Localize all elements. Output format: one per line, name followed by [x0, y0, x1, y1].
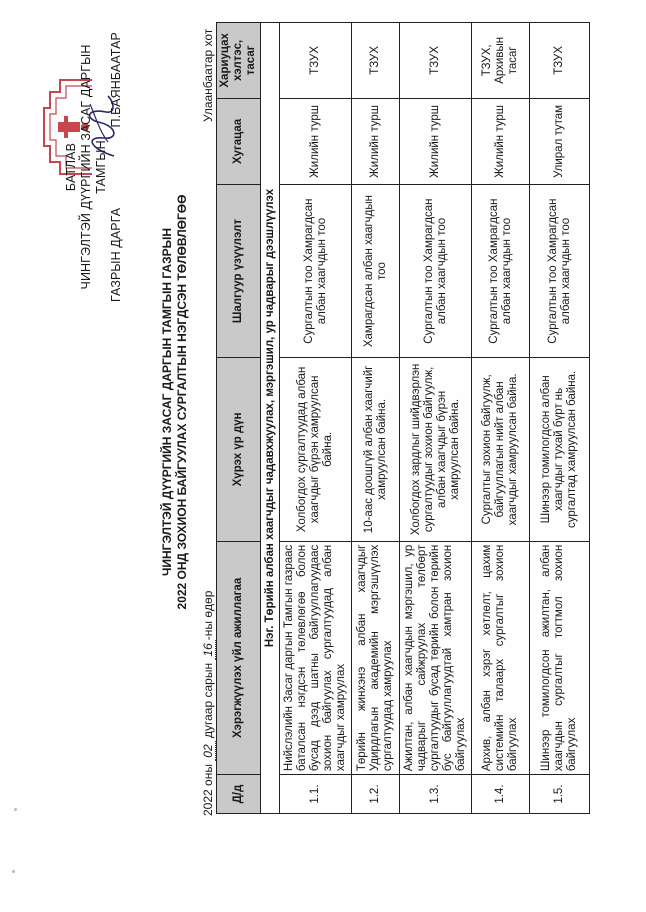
row-period: Жилийн турш [352, 98, 400, 184]
row-dept: ТЗУХ [352, 23, 400, 99]
city-label: Улаанбаатар хот [201, 28, 215, 122]
title-line1: ЧИНГЭЛТЭЙ ДҮҮРГИЙН ЗАСАГ ДАРГЫН ТАМГЫН ГАЗРЫН [160, 227, 174, 577]
row-dept: ТЗУХ [530, 23, 590, 99]
row-dept: ТЗУХ [400, 23, 472, 99]
row-criteria: Сургалтын тоо Хамрагдсан албан хаагчдын тоо [400, 185, 472, 358]
section-title: Нэг. Төрийн албан хаагчдыг чадавхжуулах, мэргэшил, ур чадварыг дээшлүүлэх [261, 23, 280, 814]
approval-position: ГАЗРЫН ДАРГА [109, 207, 123, 302]
header-num: Д/д [217, 775, 261, 814]
row-num: 1.2. [352, 775, 400, 814]
table-header-row [217, 23, 261, 814]
row-activity: Шинээр томилогдсон ажилтан, албан хаагчдын сургалтыг тогтмол зохион байгуулах [530, 541, 590, 774]
date-prefix: 2022 оны [201, 764, 215, 816]
table-row [472, 23, 530, 814]
scan-speck [14, 808, 17, 811]
document-title [160, 122, 190, 682]
row-activity: Нийслэлийн Засаг даргын Тамгын газраас баталсан нэгдсэн төлөвлөгөө болон бусад дээд шатны байгууллагуудаас зохион байгуулах сургалтуудад албан хаагчдыг хамруулах [280, 541, 352, 774]
row-num: 1.3. [400, 775, 472, 814]
table-row [400, 23, 472, 814]
approval-title: БАТЛАВ [64, 142, 78, 192]
row-criteria: Сургалтын тоо Хамрагдсан албан хаагчдын тоо [280, 185, 352, 358]
row-period: Жилийн турш [280, 98, 352, 184]
approval-line2 [109, 32, 124, 302]
training-plan-table [216, 22, 590, 814]
header-criteria: Шалгуур үзүүлэлт [217, 185, 261, 358]
row-period: Улирал тутам [530, 98, 590, 184]
header-period: Хугацаа [217, 98, 261, 184]
row-criteria: Хамрагдсан албан хаагчдын тоо [352, 185, 400, 358]
header-dept: Хариуцах хэлтэс, тасаг [217, 23, 261, 99]
row-result: Сургалтыг зохион байгуулж, байгууллагын нийт албан хаагчдыг хамруулсан байна. [472, 358, 530, 542]
row-activity: Төрийн жинхэнэ албан хаагчдыг Удирдлагын академийн мэргэшүүлэх сургалтуудад хамруулах [352, 541, 400, 774]
approval-line1: ЧИНГЭЛТЭЙ ДҮҮРГИЙН ЗАСАГ ДАРГЫН ТАМГЫН [79, 44, 108, 290]
row-num: 1.5. [530, 775, 590, 814]
row-result: Шинээр томилогдсон албан хаагчдыг тухай бүрт нь сургалтад хамруулсан байна. [530, 358, 590, 542]
date-month: 02 [201, 741, 216, 760]
row-period: Жилийн турш [472, 98, 530, 184]
title-line2: 2022 ОНД ЗОХИОН БАЙГУУЛАХ СУРГАЛТЫН НЭГДСЭН ТӨЛӨВЛӨГӨӨ [175, 194, 189, 610]
section-row [261, 23, 280, 814]
row-activity: Архив, албан хэрэг хөтлөлт, цахим системийн талаарх сургалтыг зохион байгуулах [472, 541, 530, 774]
header-result: Хүрэх үр дүн [217, 358, 261, 542]
row-dept: ТЗУХ, Архивын тасаг [472, 23, 530, 99]
table-row [352, 23, 400, 814]
approval-signer: П.БАЯНБААТАР [109, 32, 123, 128]
row-num: 1.1. [280, 775, 352, 814]
table-row [530, 23, 590, 814]
row-criteria: Сургалтын тоо Хамрагдсан албан хаагчдын тоо [530, 185, 590, 358]
row-result: Холбогдох сургалтуудад албан хаагчдыг бүрэн хамруулсан байна. [280, 358, 352, 542]
date-day: 16 [201, 640, 216, 659]
date-suffix: -ны өдөр [201, 590, 215, 641]
table-row [280, 23, 352, 814]
approval-block [64, 32, 124, 302]
row-result: Холбогдох зардлыг шийдвэрлэн сургалтуудыг зохион байгуулж, албан хаагчдыг бүрэн хамруулсан байна. [400, 358, 472, 542]
row-dept: ТЗУХ [280, 23, 352, 99]
row-num: 1.4. [472, 775, 530, 814]
scan-speck [12, 870, 15, 873]
row-criteria: Сургалтын тоо Хамрагдсан албан хаагчдын тоо [472, 185, 530, 358]
date-mid: дугаар сарын [201, 662, 215, 738]
header-activity: Хэрэгжүүлэх үйл ажиллагаа [217, 541, 261, 774]
row-result: 10-аас доошгүй албан хаагчийг хамруулсан байна. [352, 358, 400, 542]
row-activity: Ажилтан, албан хаагчдын мэргэшил, ур чадварыг сайжруулах төлбөрт сургалтуудыг бусад төрийн болон төрийн бус байгууллагуудтай хамтран зохион байгуулах [400, 541, 472, 774]
date-line [201, 591, 215, 816]
row-period: Жилийн турш [400, 98, 472, 184]
